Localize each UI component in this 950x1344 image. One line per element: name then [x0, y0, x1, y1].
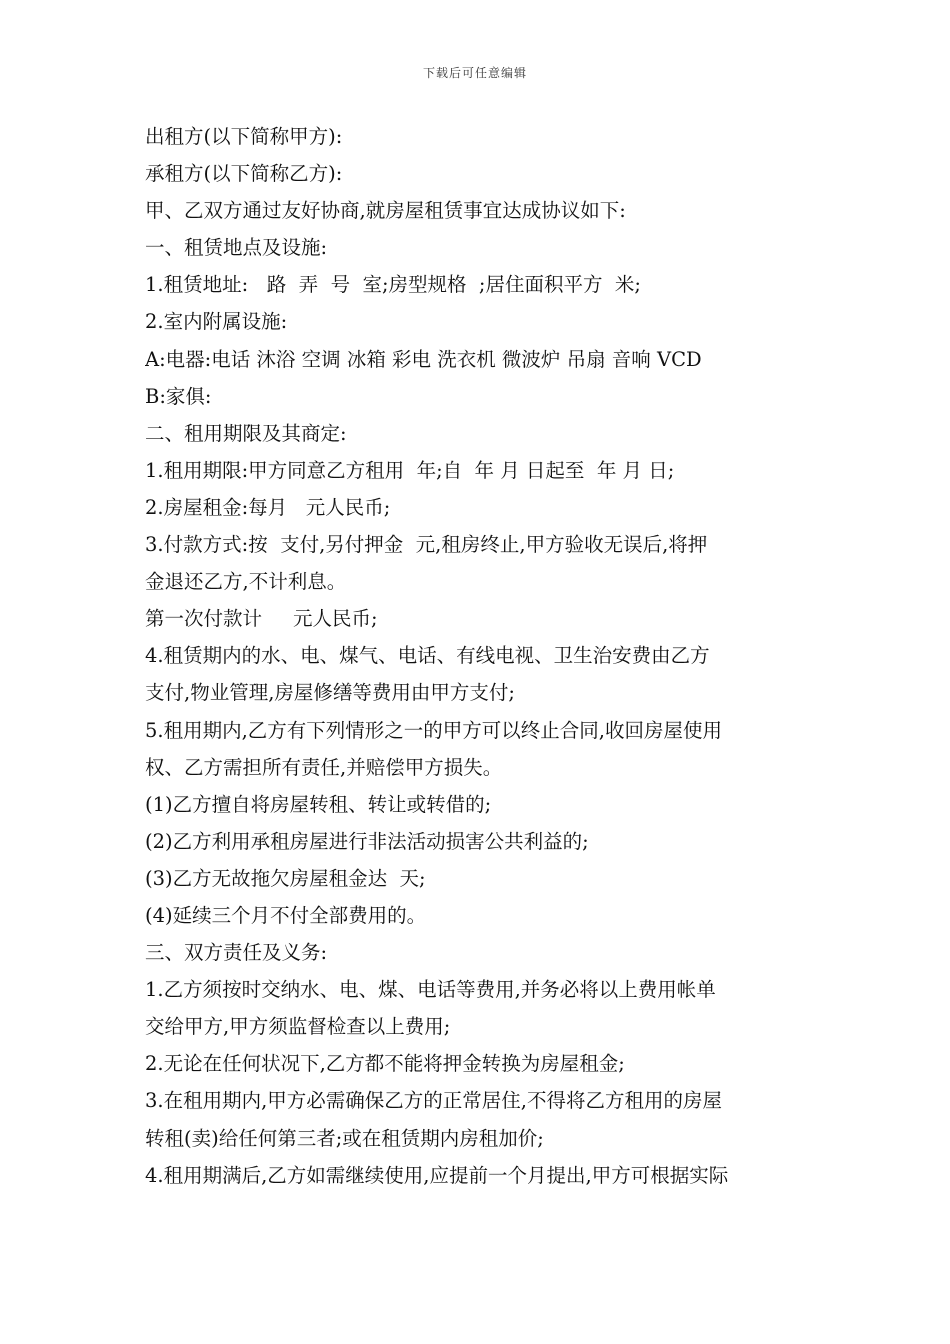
text-line: (1)乙方擅自将房屋转租、转让或转借的; [145, 792, 492, 816]
text-line: B:家俱: [145, 384, 212, 408]
text-line: 3.在租用期内,甲方必需确保乙方的正常居住,不得将乙方租用的房屋 [145, 1089, 723, 1113]
section-heading: 二、租用期限及其商定: [145, 421, 347, 445]
text-line: 1.乙方须按时交纳水、电、煤、电话等费用,并务必将以上费用帐单 [145, 978, 716, 1002]
text-line: 转租(卖)给任何第三者;或在租赁期内房租加价; [145, 1126, 544, 1150]
text-line: 4.租用期满后,乙方如需继续使用,应提前一个月提出,甲方可根据实际 [145, 1163, 729, 1187]
text-line: (4)延续三个月不付全部费用的。 [145, 903, 427, 927]
text-line: 权、乙方需担所有责任,并赔偿甲方损失。 [145, 755, 503, 779]
text-line: 3.付款方式:按 支付,另付押金 元,租房终止,甲方验收无误后,将押 [145, 533, 708, 557]
page-header: 下载后可任意编辑 [422, 66, 527, 80]
text-line: 承租方(以下简称乙方): [145, 162, 343, 186]
text-line: 4.租赁期内的水、电、煤气、电话、有线电视、卫生治安费由乙方 [145, 644, 710, 668]
text-line: (3)乙方无故拖欠房屋租金达 天; [145, 866, 426, 890]
text-line: 甲、乙双方通过友好协商,就房屋租赁事宜达成协议如下: [145, 199, 626, 223]
text-line: 交给甲方,甲方须监督检查以上费用; [145, 1015, 451, 1039]
contract-body [145, 118, 810, 1194]
text-line: 2.房屋租金:每月 元人民币; [145, 495, 391, 519]
text-line: 2.室内附属设施: [145, 310, 288, 334]
text-line: 支付,物业管理,房屋修缮等费用由甲方支付; [145, 681, 515, 705]
text-line: 第一次付款计 元人民币; [145, 607, 378, 631]
text-line: 金退还乙方,不计利息。 [145, 570, 347, 594]
text-line: 2.无论在任何状况下,乙方都不能将押金转换为房屋租金; [145, 1052, 625, 1076]
text-line: (2)乙方利用承租房屋进行非法活动损害公共利益的; [145, 829, 589, 853]
text-line: 1.租赁地址: 路 弄 号 室;房型规格 ;居住面积平方 米; [145, 273, 641, 297]
section-heading: 一、租赁地点及设施: [145, 236, 328, 260]
text-line: 5.租用期内,乙方有下列情形之一的甲方可以终止合同,收回房屋使用 [145, 718, 723, 742]
text-line: 1.租用期限:甲方同意乙方租用 年;自 年 月 日起至 年 月 日; [145, 458, 675, 482]
text-line: 出租方(以下简称甲方): [145, 125, 343, 148]
section-heading: 三、双方责任及义务: [145, 941, 328, 965]
text-line: A:电器:电话 沐浴 空调 冰箱 彩电 洗衣机 微波炉 吊扇 音响 VCD [145, 347, 702, 371]
